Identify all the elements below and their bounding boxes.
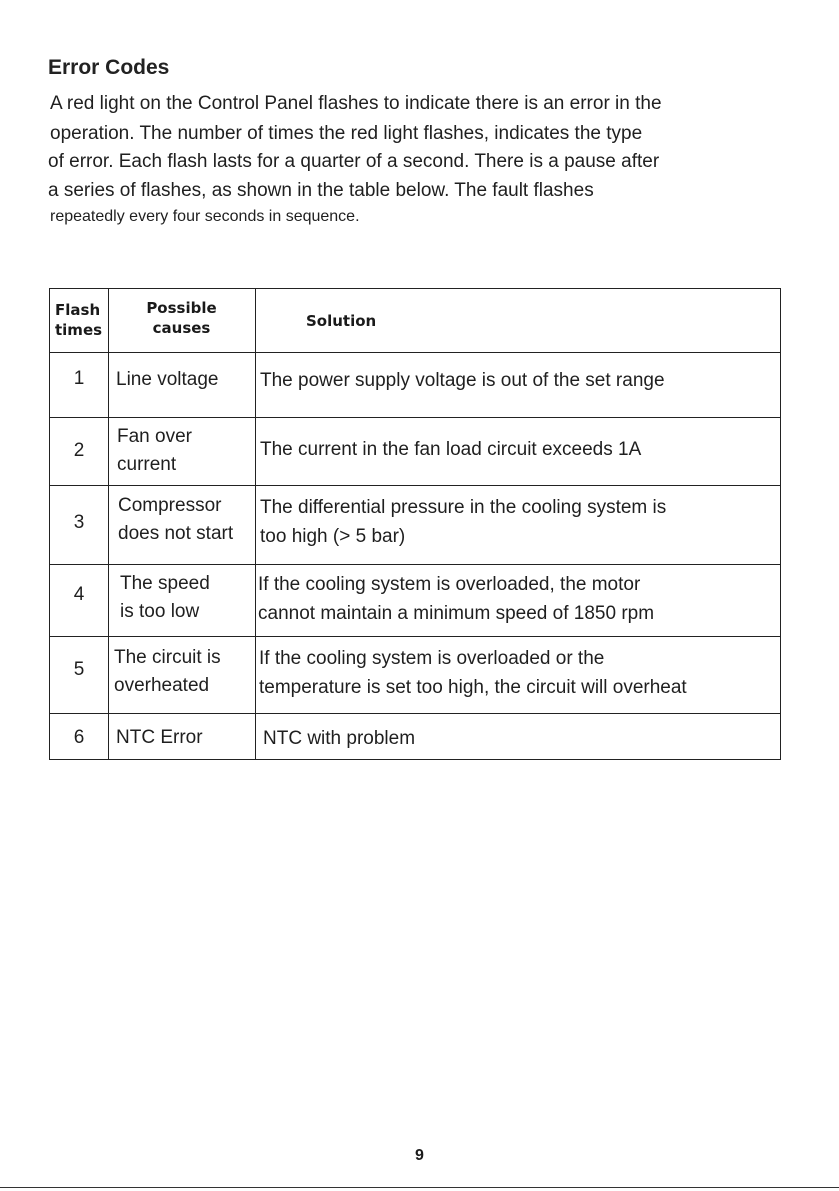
footer-divider [0,1187,839,1188]
row-divider [50,417,780,418]
flash-count: 3 [73,512,85,533]
possible-cause: The speed is too low [120,573,210,622]
row-divider [50,352,780,353]
solution-text: The differential pressure in the cooling system is too high (> 5 bar) [260,497,667,547]
flash-count: 6 [73,727,85,748]
header-possible-causes: Possible causes [146,299,217,337]
solution-text: If the cooling system is overloaded or the temperature is set too high, the circuit will overheat [259,648,687,698]
solution-text: NTC with problem [263,728,416,749]
flash-count: 4 [73,584,85,605]
intro-line-5: repeatedly every four seconds in sequence. [50,208,360,225]
flash-count: 1 [73,368,85,389]
solution-text: The current in the fan load circuit exceeds 1A [260,439,642,460]
intro-line-1: A red light on the Control Panel flashes to indicate there is an error in the [50,93,662,114]
possible-cause: Line voltage [116,369,219,390]
solution-text: If the cooling system is overloaded, the motor cannot maintain a minimum speed of 1850 rpm [258,574,655,624]
column-divider [108,289,109,759]
intro-line-2: operation. The number of times the red light flashes, indicates the type [50,123,643,144]
column-divider [255,289,256,759]
row-divider [50,713,780,714]
page-number: 9 [415,1147,424,1164]
row-divider [50,636,780,637]
row-divider [50,485,780,486]
possible-cause: Compressor does not start [118,495,234,544]
intro-line-4: a series of flashes, as shown in the table below. The fault flashes [48,180,594,201]
row-divider [50,564,780,565]
header-solution: Solution [306,312,377,330]
page-title: Error Codes [48,56,170,79]
flash-count: 2 [73,440,85,461]
flash-count: 5 [73,659,85,680]
header-flash-times: Flash times [55,301,103,339]
possible-cause: NTC Error [116,727,203,748]
possible-cause: Fan over current [117,426,192,475]
solution-text: The power supply voltage is out of the set range [260,370,665,391]
error-code-table [49,288,781,760]
possible-cause: The circuit is overheated [114,647,221,696]
intro-line-3: of error. Each flash lasts for a quarter of a second. There is a pause after [48,151,660,172]
